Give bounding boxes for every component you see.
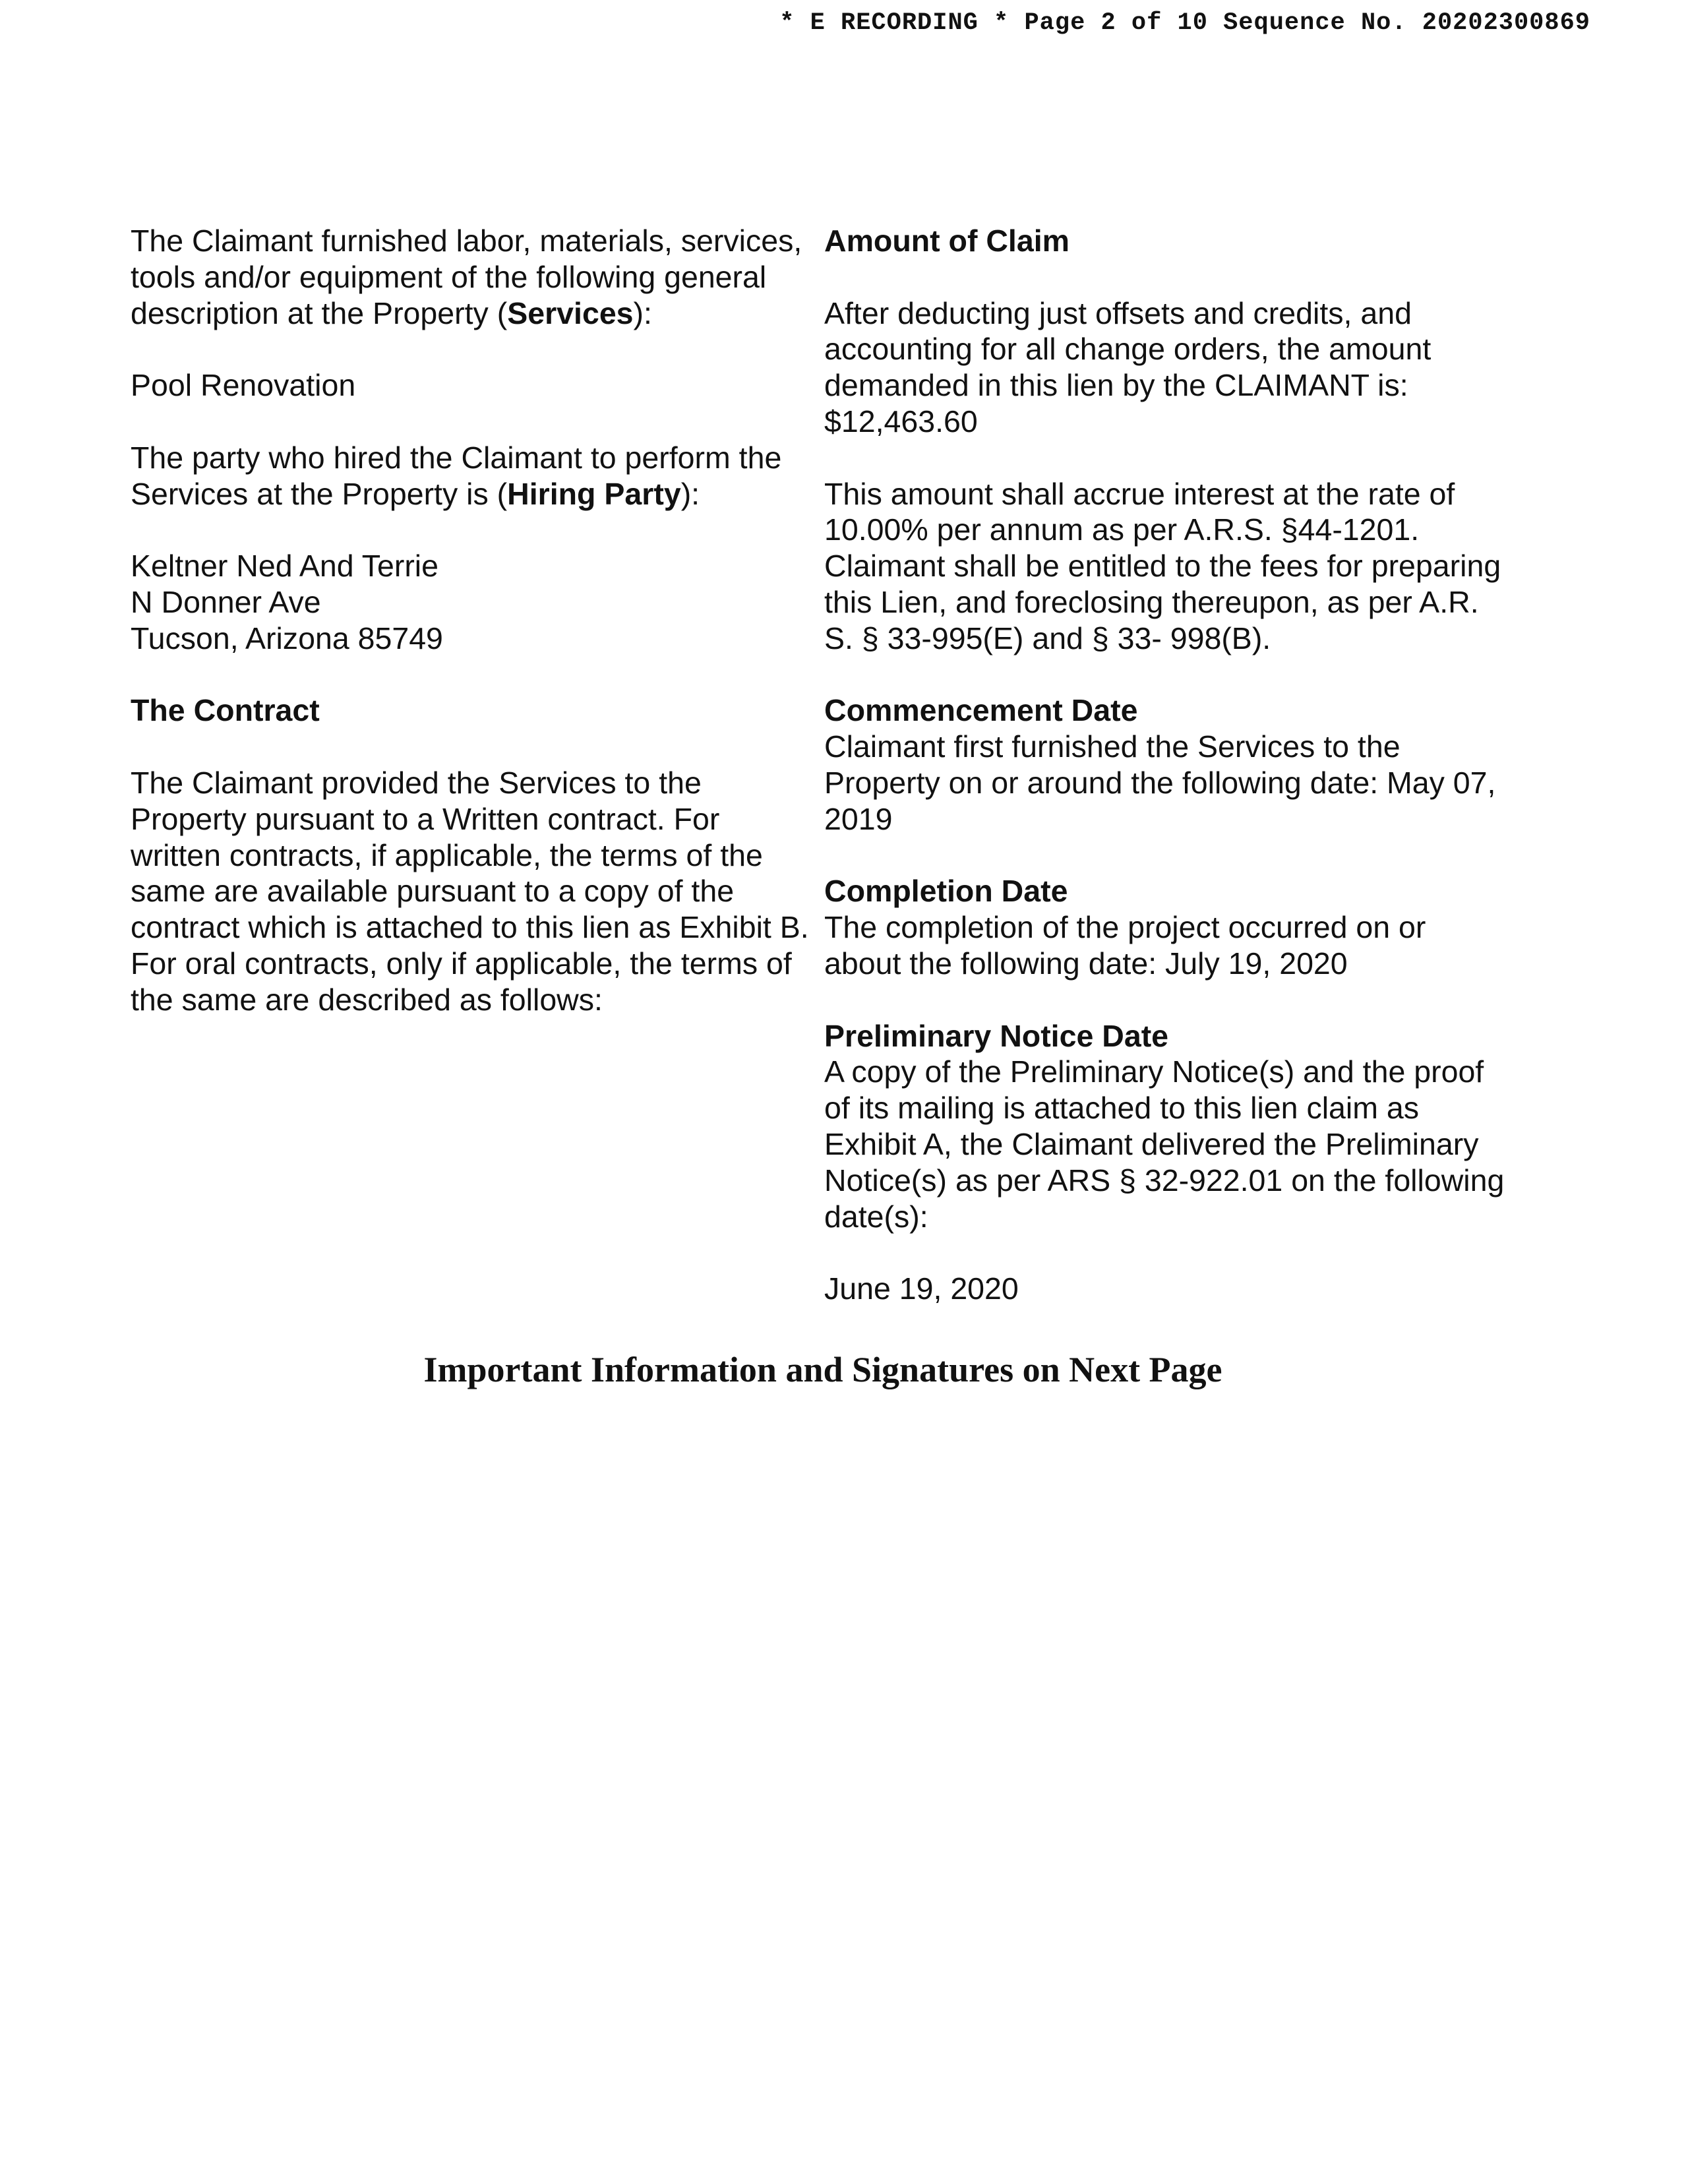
right-column [824,223,1559,1307]
hiring-party-city: Tucson, Arizona 85749 [131,621,443,655]
amount-value: $12,463.60 [824,404,978,439]
amount-text: After deducting just offsets and credits, and accounting for all change orders, the amount demanded in this lien by the CLAIMANT is: [824,295,1432,403]
amount-heading: Amount of Claim [824,224,1070,258]
services-term: Services [507,295,634,330]
recording-header: * E RECORDING * Page 2 of 10 Sequence No. 20202300869 [779,9,1590,37]
interest-text: This amount shall accrue interest at the rate of 10.00% per annum as per A.R.S. §44-1201. Claimant shall be entitled to the fees for preparing this Lien, and foreclosing thereupon, as per A.R. S. § 33-995(E) and § 33- 998(B). [824,476,1501,655]
hiring-party-name: Keltner Ned And Terrie [131,549,438,584]
preliminary-heading: Preliminary Notice Date [824,1018,1169,1053]
commencement-text: Claimant first furnished the Services to the Property on or around the following date: May 07, 2019 [824,729,1496,836]
hiring-party-intro-text: The party who hired the Claimant to perform the Services at the Property is ( [131,440,782,511]
completion-heading: Completion Date [824,874,1068,909]
hiring-party-intro-end: ): [680,476,700,511]
services-description: Pool Renovation [131,368,356,403]
hiring-party-intro [131,440,827,512]
completion-text: The completion of the project occurred on or about the following date: July 19, 2020 [824,910,1426,981]
services-intro-text: The Claimant furnished labor, materials, services, tools and/or equipment of the following general description at the Property ( [131,224,802,330]
hiring-party-term: Hiring Party [507,476,681,511]
services-intro [131,223,827,331]
services-intro-end: ): [633,295,652,330]
hiring-party-street: N Donner Ave [131,584,321,619]
commencement-heading: Commencement Date [824,693,1138,728]
next-page-note: Important Information and Signatures on Next Page [423,1350,1222,1389]
left-column [131,223,827,1018]
preliminary-text: A copy of the Preliminary Notice(s) and the proof of its mailing is attached to this lien claim as Exhibit A, the Claimant delivered the Preliminary Notice(s) as per ARS § 32-922.01 on the following date(s): [824,1054,1505,1234]
contract-heading: The Contract [131,693,320,728]
contract-text: The Claimant provided the Services to the Property pursuant to a Written contract. For written contracts, if applicable, the terms of the same are available pursuant to a copy of the contract which is attached to this lien as Exhibit B. For oral contracts, only if applicable, the terms of the same are described as follows: [131,765,809,1017]
preliminary-date: June 19, 2020 [824,1271,1019,1306]
